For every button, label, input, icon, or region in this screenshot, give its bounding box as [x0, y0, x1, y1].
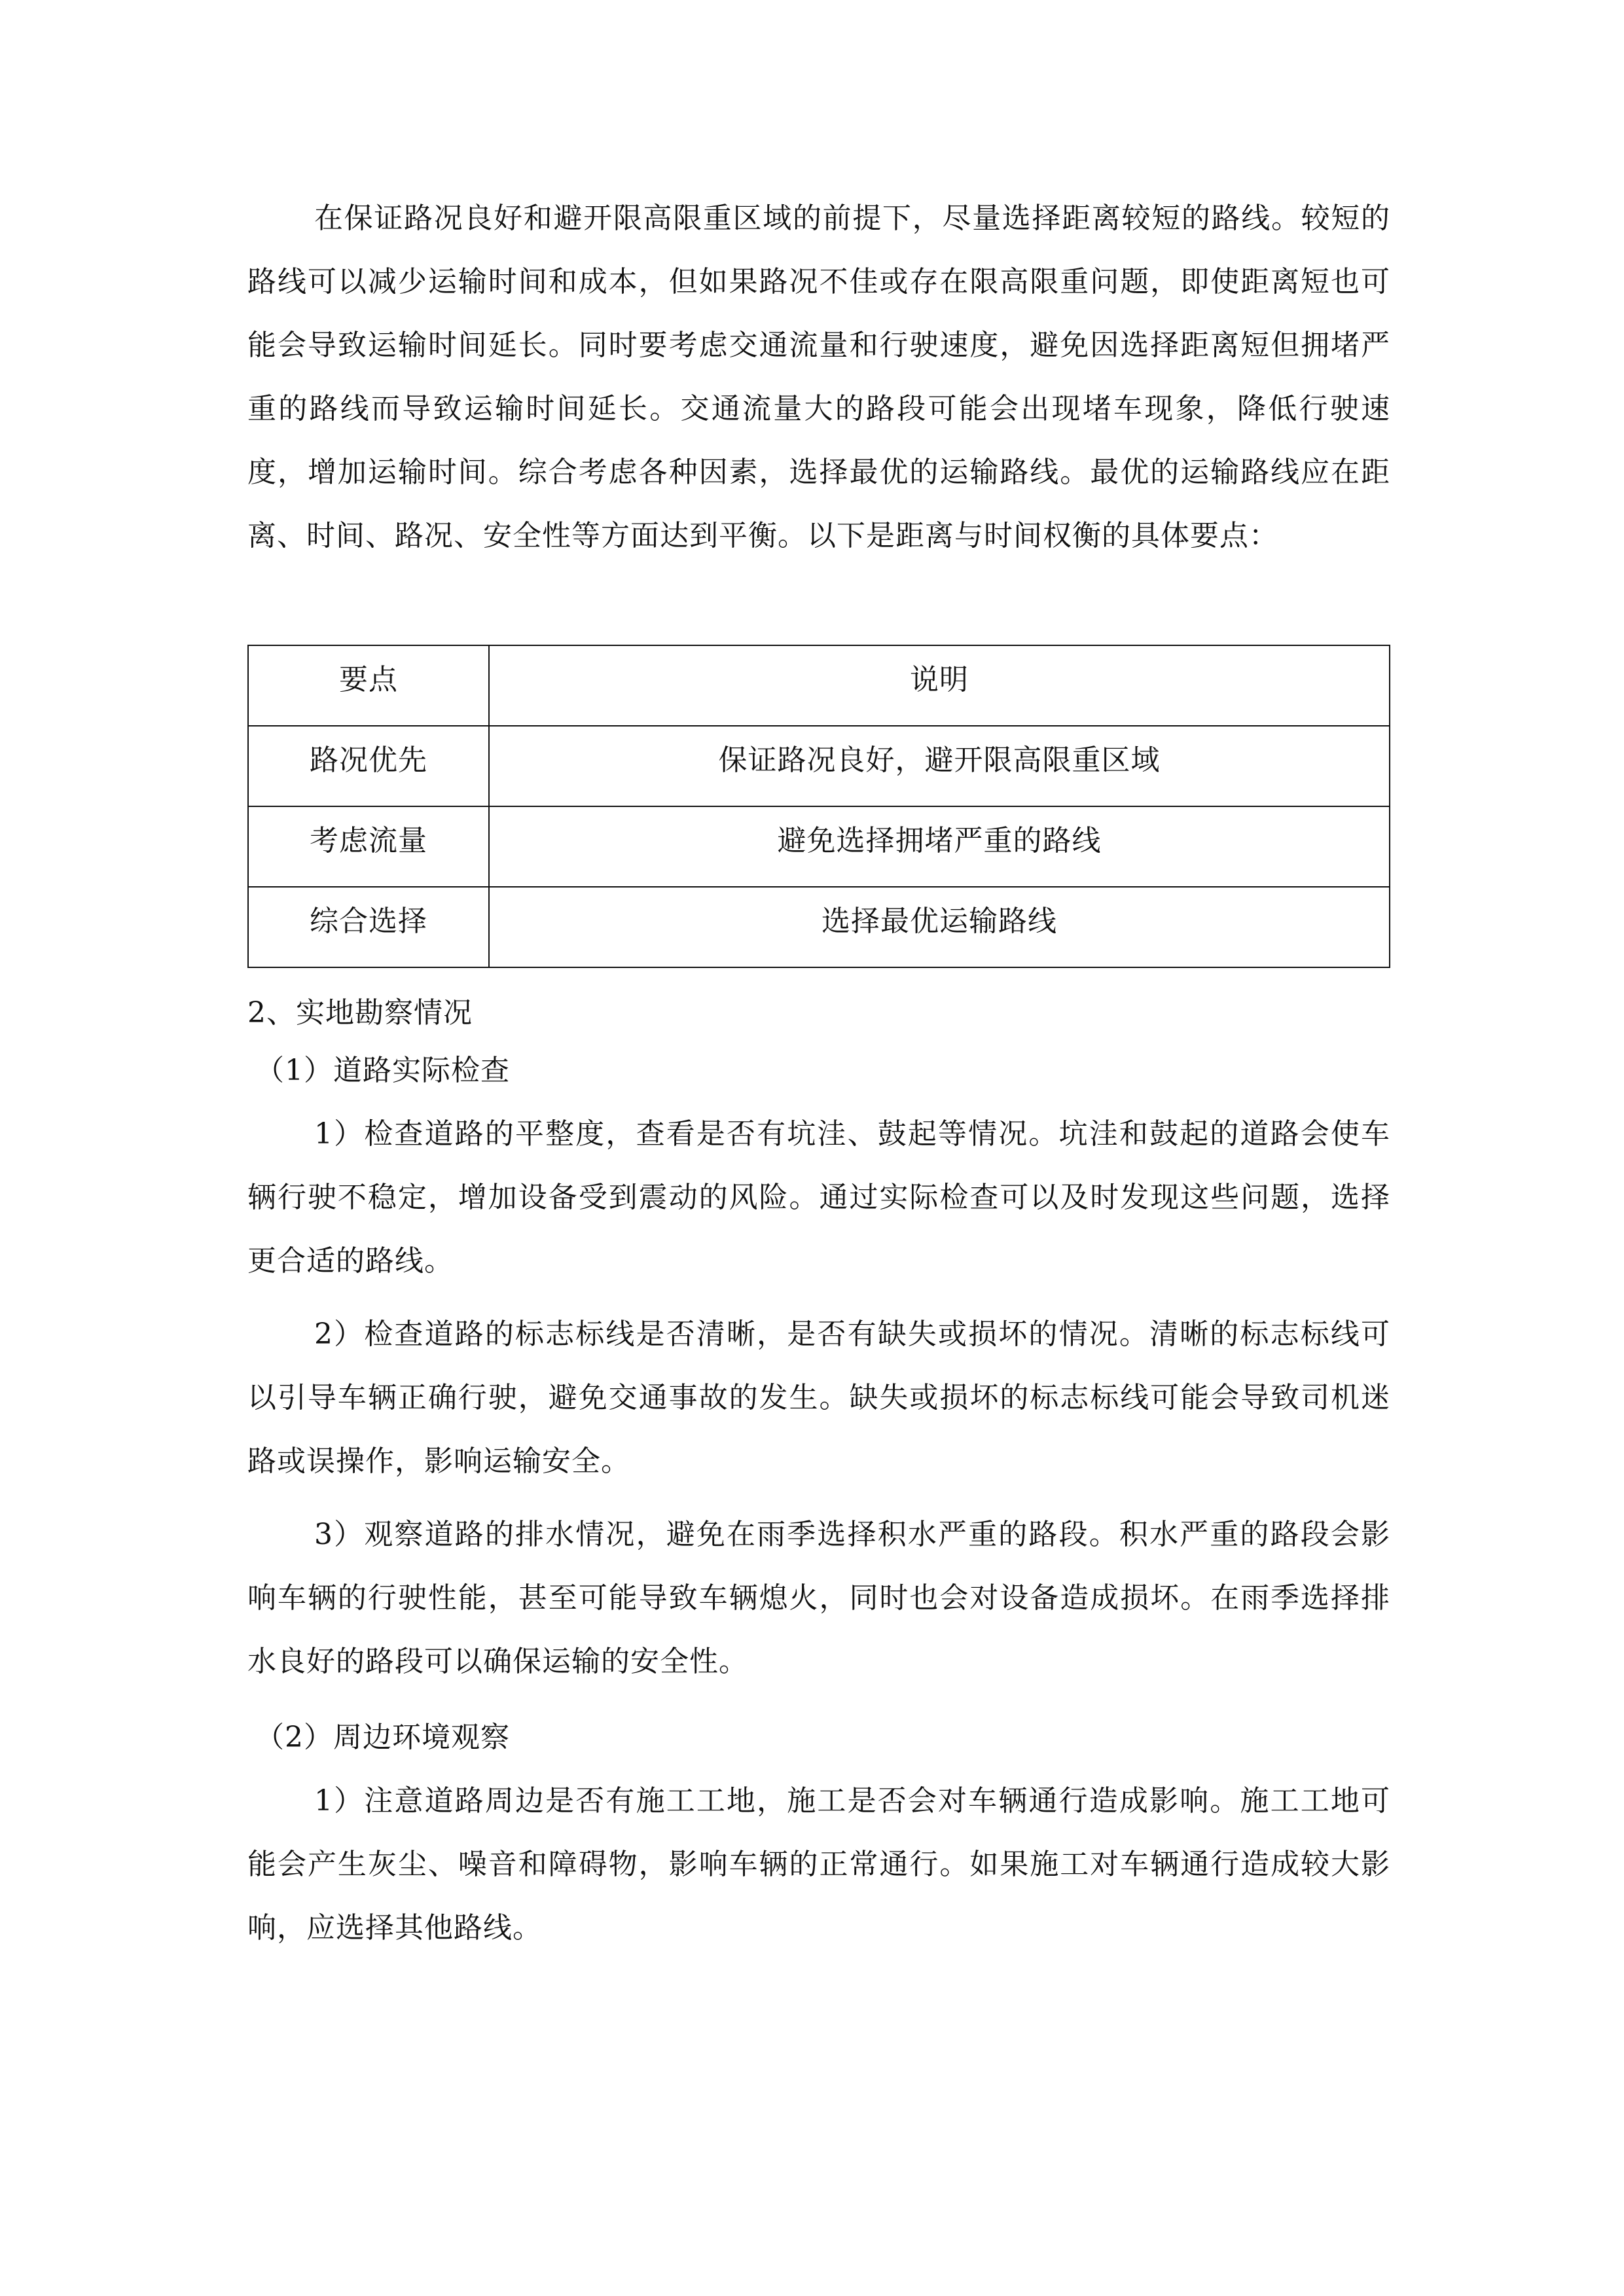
- table-cell-point: 考虑流量: [248, 806, 489, 887]
- table-row: [248, 806, 1390, 887]
- table-row: [248, 887, 1390, 967]
- intro-paragraph: 在保证路况良好和避开限高限重区域的前提下，尽量选择距离较短的路线。较短的路线可以减少运输时间和成本，但如果路况不佳或存在限高限重问题，即使距离短也可能会导致运输时间延长。同时要考虑交通流量和行驶速度，避免因选择距离短但拥堵严重的路线而导致运输时间延长。交通流量大的路段可能会出现堵车现象，降低行驶速度，增加运输时间。综合考虑各种因素，选择最优的运输路线。最优的运输路线应在距离、时间、路况、安全性等方面达到平衡。以下是距离与时间权衡的具体要点：: [247, 202, 1390, 552]
- table-cell-point: 综合选择: [248, 887, 489, 967]
- paragraph-item: 1）注意道路周边是否有施工工地，施工是否会对车辆通行造成影响。施工工地可能会产生灰尘、噪音和障碍物，影响车辆的正常通行。如果施工对车辆通行造成较大影响，应选择其他路线。: [247, 1784, 1390, 1945]
- table-cell-desc: 选择最优运输路线: [489, 887, 1390, 967]
- table-header-desc: 说明: [489, 645, 1390, 726]
- table-cell-point: 路况优先: [248, 726, 489, 806]
- table-cell-desc: 避免选择拥堵严重的路线: [489, 806, 1390, 887]
- table-header-row: [248, 645, 1390, 726]
- subsection-heading: （1）道路实际检查: [255, 1054, 510, 1087]
- paragraph-item: 1）检查道路的平整度，查看是否有坑洼、鼓起等情况。坑洼和鼓起的道路会使车辆行驶不稳定，增加设备受到震动的风险。通过实际检查可以及时发现这些问题，选择更合适的路线。: [247, 1117, 1390, 1278]
- paragraph-item: 3）观察道路的排水情况，避免在雨季选择积水严重的路段。积水严重的路段会影响车辆的行驶性能，甚至可能导致车辆熄火，同时也会对设备造成损坏。在雨季选择排水良好的路段可以确保运输的安全性。: [247, 1518, 1390, 1678]
- key-points-table: [247, 645, 1390, 968]
- table-row: [248, 726, 1390, 806]
- section-heading: 2、实地勘察情况: [247, 996, 473, 1030]
- table-cell-desc: 保证路况良好，避开限高限重区域: [489, 726, 1390, 806]
- subsection-heading: （2）周边环境观察: [255, 1721, 510, 1754]
- paragraph-item: 2）检查道路的标志标线是否清晰，是否有缺失或损坏的情况。清晰的标志标线可以引导车辆正确行驶，避免交通事故的发生。缺失或损坏的标志标线可能会导致司机迷路或误操作，影响运输安全。: [247, 1318, 1390, 1478]
- table-header-point: 要点: [248, 645, 489, 726]
